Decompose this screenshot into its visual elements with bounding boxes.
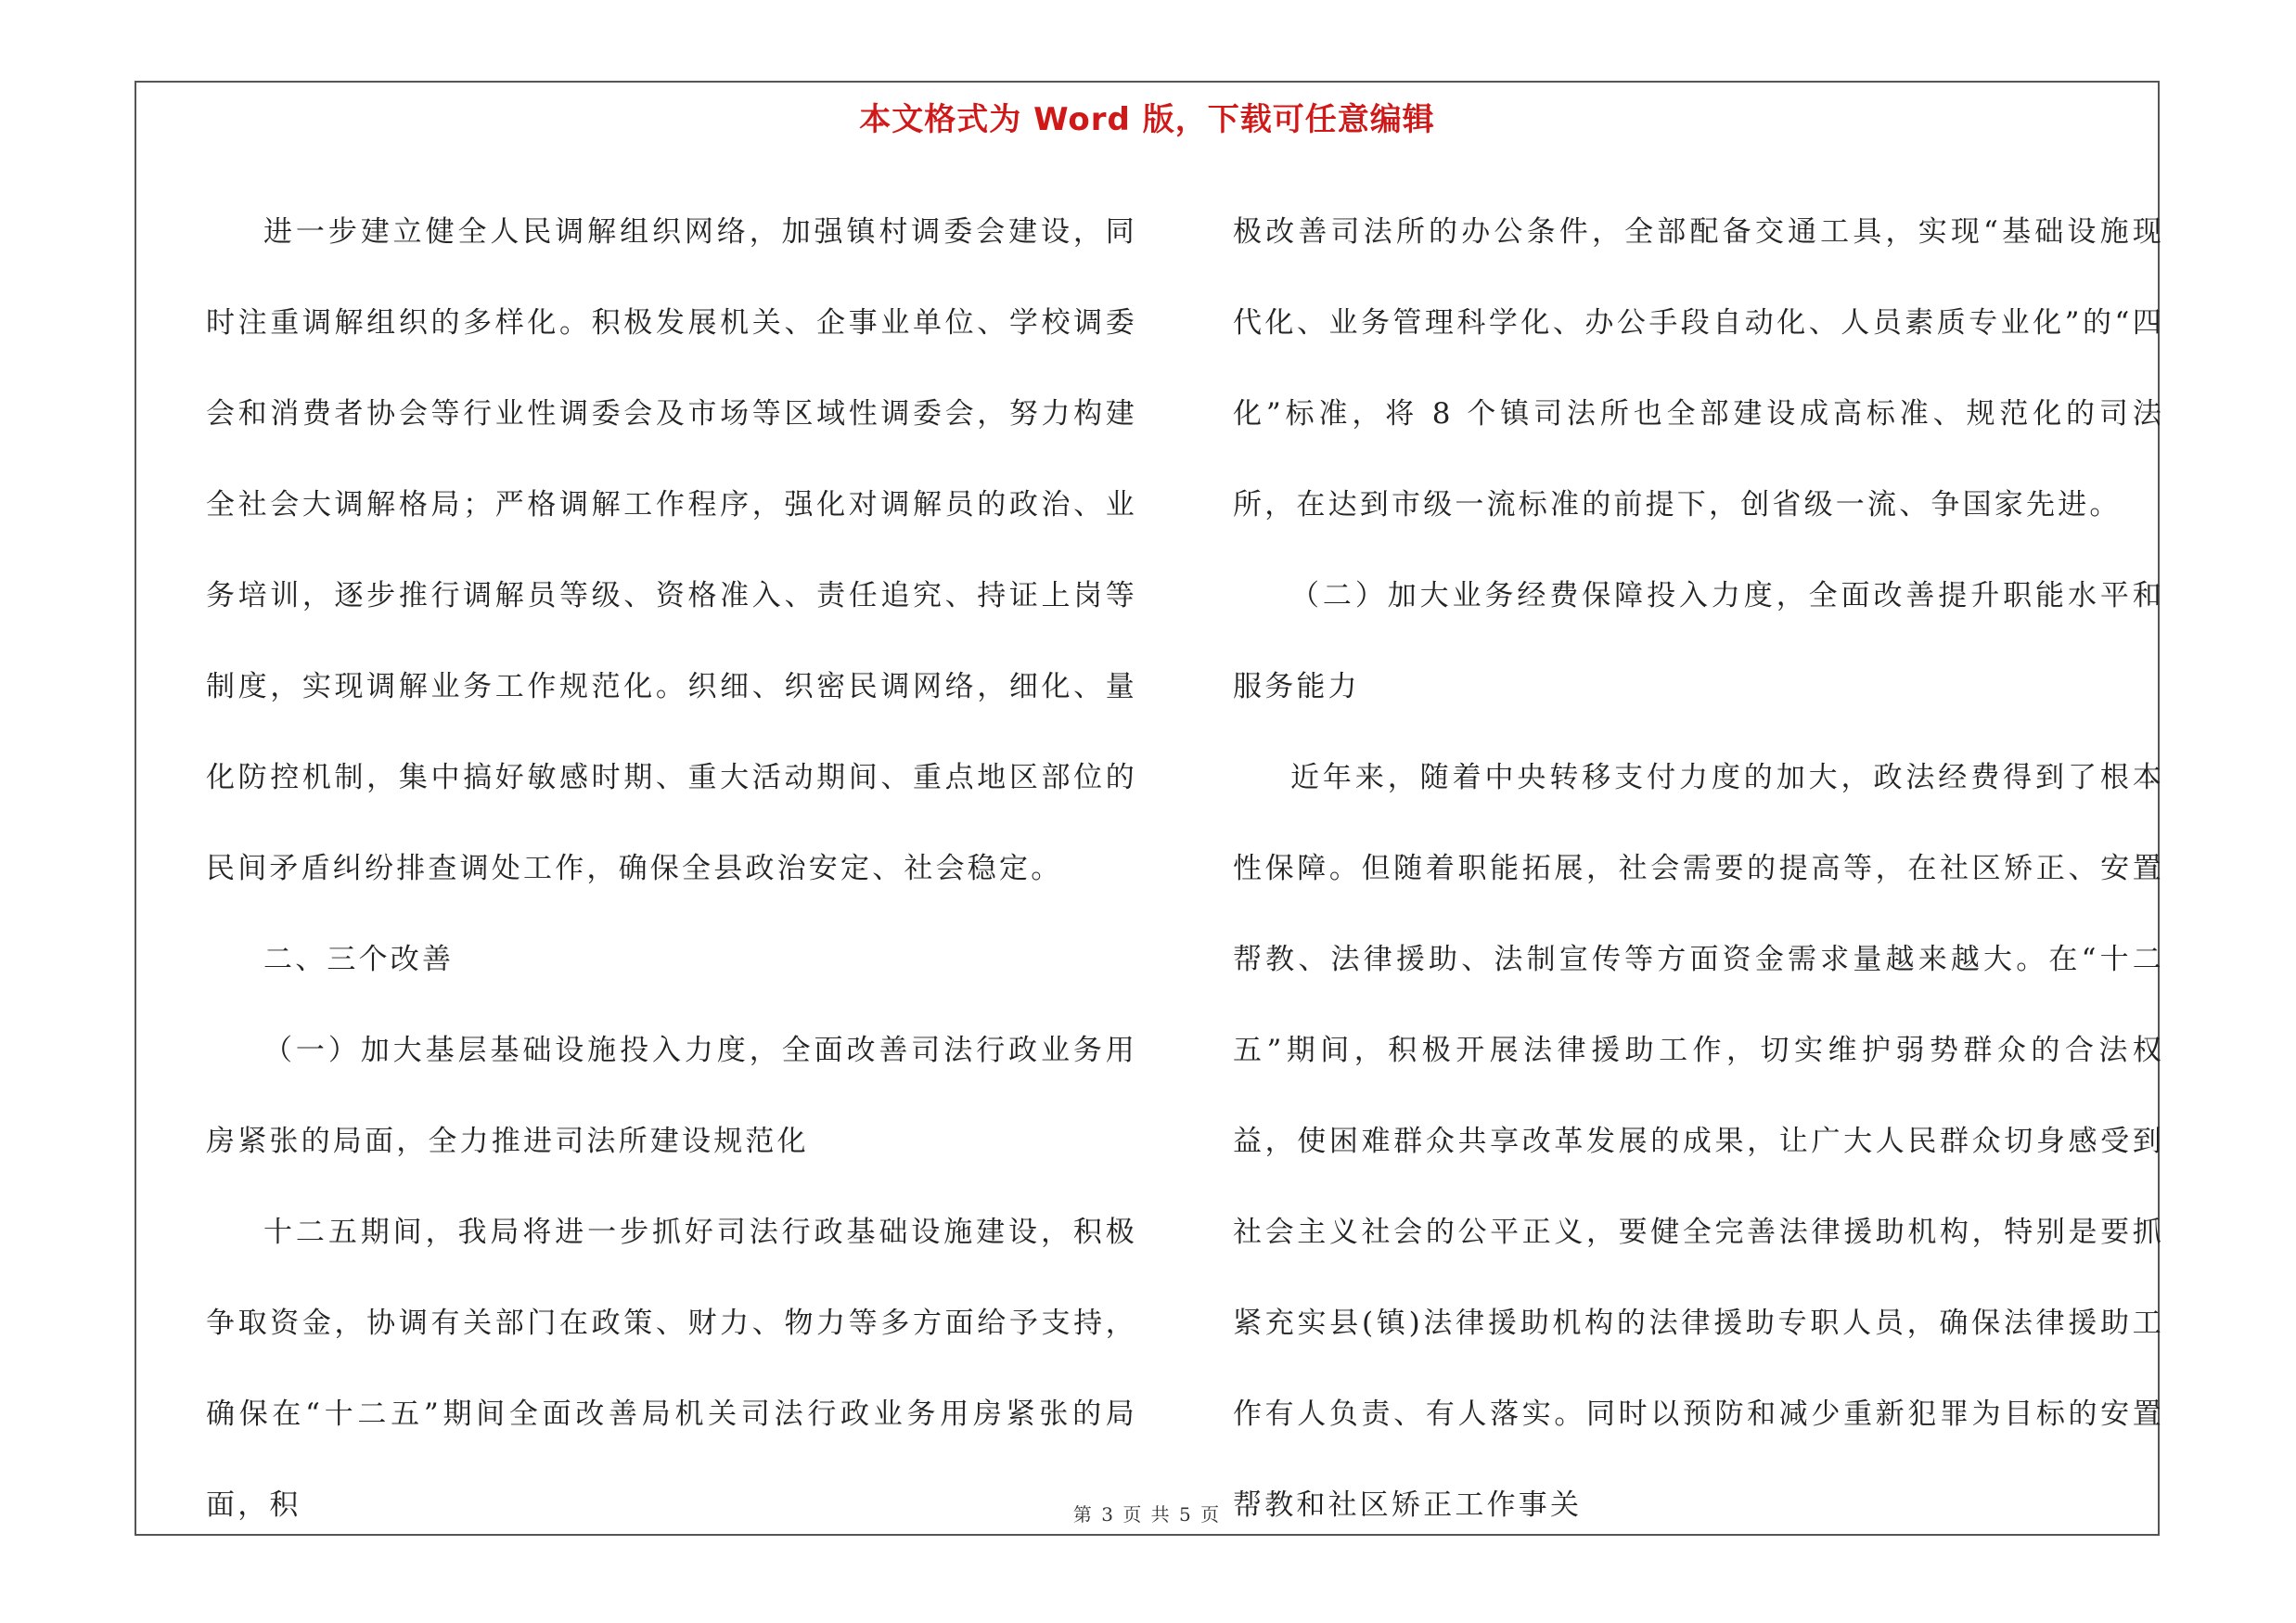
- section-heading-three-improvements: 二、三个改善: [263, 943, 455, 976]
- paragraph-mediation-network: 进一步建立健全人民调解组织网络，加强镇村调委会建设，同时注重调解组织的多样化。积极发展机关、企事业单位、学校调委会和消费者协会等行业性调委会及市场等区域性调委会，努力构建全社会大调解格局；严格调解工作程序，强化对调解员的政治、业务培训，逐步推行调解员等级、资格准入、责任追究、持证上岗等制度，实现调解业务工作规范化。织细、织密民调网络，细化、量化防控机制，集中搞好敏感时期、重大活动期间、重点地区部位的民间矛盾纠纷排查调处工作，确保全县政治安定、社会稳定。: [206, 215, 1137, 885]
- paragraph-five-year-plan: 十二五期间，我局将进一步抓好司法行政基础设施建设，积极争取资金，协调有关部门在政策、财力、物力等多方面给予支持，确保在“十二五”期间全面改善局机关司法行政业务用房紧张的局面，积: [206, 1216, 1137, 1522]
- subsection-heading-funding: （二）加大业务经费保障投入力度，全面改善提升职能水平和服务能力: [1233, 579, 2164, 703]
- paragraph-legal-aid: 近年来，随着中央转移支付力度的加大，政法经费得到了根本性保障。但随着职能拓展，社会需要的提高等，在社区矫正、安置帮教、法律援助、法制宣传等方面资金需求量越来越大。在“十二五”期间，积极开展法律援助工作，切实维护弱势群众的合法权益，使困难群众共享改革发展的成果，让广大人民群众切身感受到社会主义社会的公平正义，要健全完善法律援助机构，特别是要抓紧充实县(镇)法律援助机构的法律援助专职人员，确保法律援助工作有人负责、有人落实。同时以预防和减少重新犯罪为目标的安置帮教和社区矫正工作事关: [1233, 761, 2164, 1522]
- subsection-heading-infrastructure: （一）加大基层基础设施投入力度，全面改善司法行政业务用房紧张的局面，全力推进司法所建设规范化: [206, 1034, 1137, 1158]
- right-column: [1233, 187, 2164, 1551]
- page-number: 第 3 页 共 5 页: [1072, 1503, 1222, 1526]
- format-banner: 本文格式为 Word 版，下载可任意编辑: [859, 101, 1435, 138]
- left-column: [206, 187, 1137, 1551]
- document-page: [135, 81, 2164, 1536]
- paragraph-continued-office-conditions: 极改善司法所的办公条件，全部配备交通工具，实现“基础设施现代化、业务管理科学化、办公手段自动化、人员素质专业化”的“四化”标准，将 8 个镇司法所也全部建设成高标准、规范化的司法所，在达到市级一流标准的前提下，创省级一流、争国家先进。: [1233, 215, 2164, 522]
